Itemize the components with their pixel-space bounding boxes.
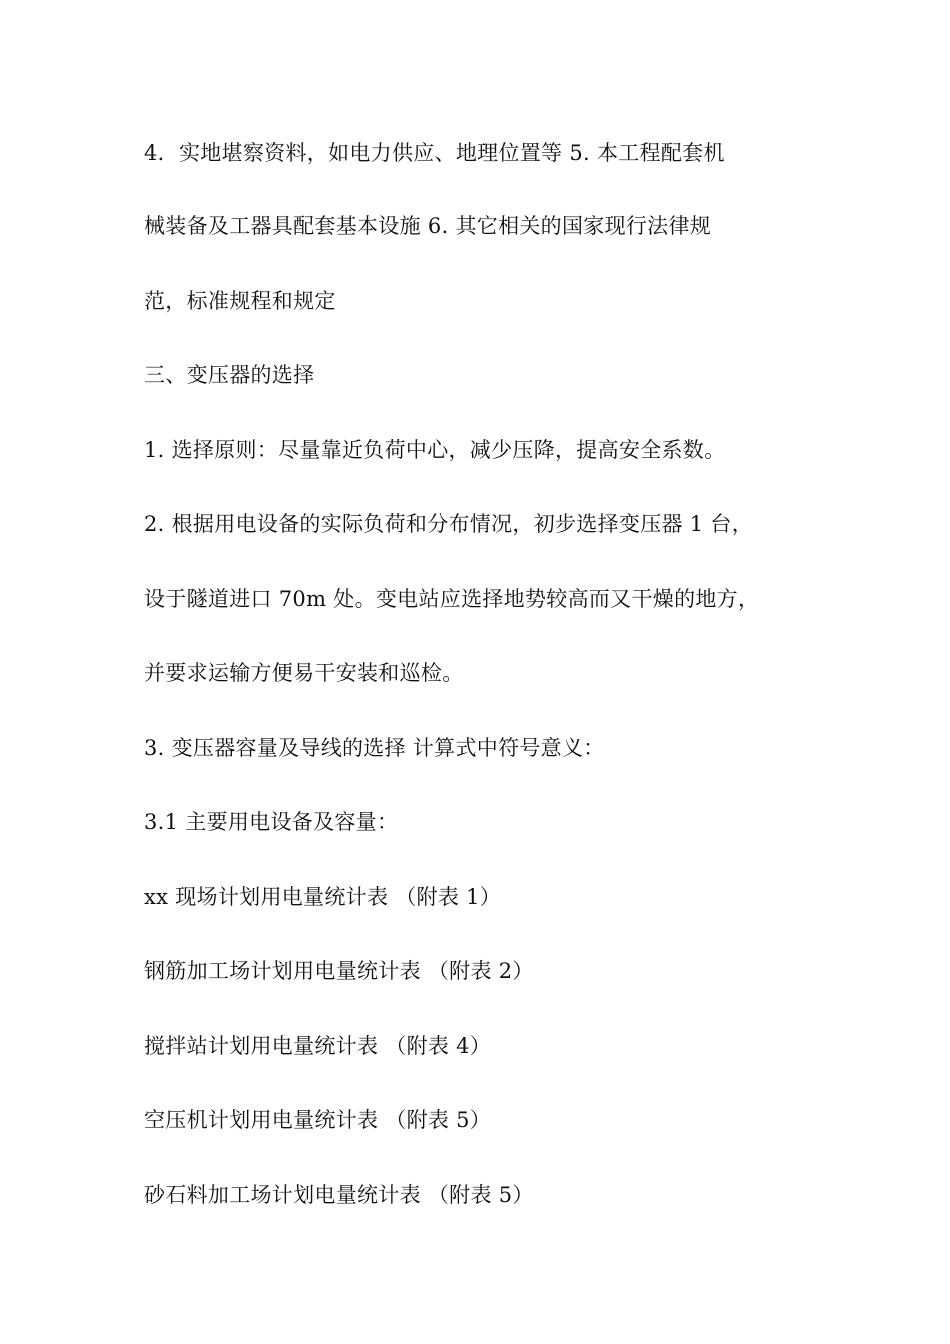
text-line-6: 2. 根据用电设备的实际负荷和分布情况，初步选择变压器 1 台，: [144, 512, 754, 536]
list-item-table-5b: 砂石料加工场计划电量统计表 （附表 5）: [144, 1183, 534, 1207]
list-item-table-1: xx 现场计划用电量统计表 （附表 1）: [144, 885, 502, 909]
text-line-3: 范，标准规程和规定: [144, 289, 336, 313]
list-item-table-5a: 空压机计划用电量统计表 （附表 5）: [144, 1108, 492, 1132]
text-line-9: 3. 变压器容量及导线的选择 计算式中符号意义：: [144, 736, 605, 760]
text-line-10: 3.1 主要用电设备及容量：: [144, 810, 399, 834]
text-line-1: 4．实地堪察资料，如电力供应、地理位置等 5. 本工程配套机: [144, 141, 725, 165]
text-line-8: 并要求运输方便易干安装和巡检。: [144, 661, 464, 685]
section-heading: 三、变压器的选择: [144, 363, 315, 387]
text-line-7: 设于隧道进口 70m 处。变电站应选择地势较高而又干燥的地方，: [144, 587, 760, 611]
text-line-5: 1. 选择原则：尽量靠近负荷中心，减少压降，提高安全系数。: [144, 438, 726, 462]
text-line-2: 械装备及工器具配套基本设施 6. 其它相关的国家现行法律规: [144, 214, 712, 238]
list-item-table-4: 搅拌站计划用电量统计表 （附表 4）: [144, 1034, 492, 1058]
list-item-table-2: 钢筋加工场计划用电量统计表 （附表 2）: [144, 959, 534, 983]
